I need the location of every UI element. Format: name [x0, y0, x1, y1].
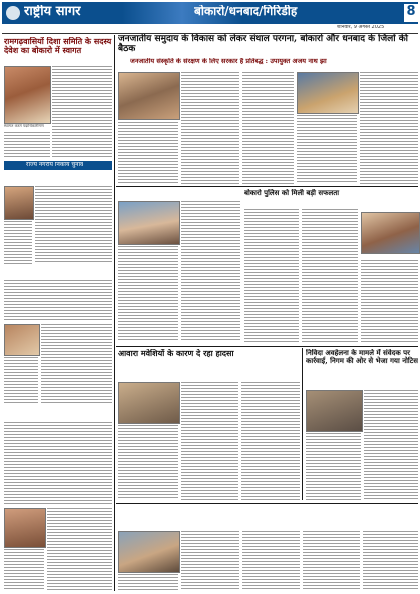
- bottom-body-3: [242, 531, 300, 590]
- section-title: बोकारो/धनबाद/गिरिडीह: [194, 5, 298, 18]
- col2-body-1: [118, 246, 178, 342]
- left-lower-headline: [4, 408, 112, 420]
- main-col5-body: [360, 72, 418, 184]
- right-top-body: [361, 260, 418, 342]
- main-col3-body: [242, 72, 294, 184]
- brand-name: राष्ट्रीय सागर: [24, 5, 81, 19]
- left-mid-body-2: [4, 221, 32, 264]
- horizontal-divider-3: [116, 503, 418, 504]
- masthead-bar: [2, 2, 418, 24]
- bottom-body-4: [303, 531, 360, 590]
- left-story-4-body: [41, 324, 112, 404]
- mid-left-headline: आवारा मवेशियों के कारण दे रहा हादसा: [118, 349, 234, 358]
- col2-block-headline: [118, 189, 240, 199]
- bokaro-police-subhead: [244, 199, 358, 207]
- right-top-headline: [361, 189, 418, 209]
- left-mid-body: [35, 186, 112, 264]
- horizontal-divider-2: [116, 346, 418, 347]
- mid-left-body-2: [181, 382, 238, 500]
- main-subhead: जनजातीय संस्कृति के संरक्षण के लिए सरकार है प्रतिबद्ध : उपायुक्त अजय नाथ झा: [130, 58, 327, 65]
- horizontal-divider-1: [116, 186, 418, 187]
- left-story-3-body: [4, 280, 112, 320]
- main-col4-body: [297, 115, 357, 184]
- left-top-headline: रामगढ़वासियों दिशा समिति के सदस्य देवेश का बोकारो में स्वागत: [4, 37, 112, 56]
- bottom-subhead: [118, 521, 418, 529]
- mid-right-photo: [306, 390, 363, 432]
- left-lower-body: [4, 422, 112, 504]
- mid-right-body-2: [364, 390, 418, 500]
- bottom-body-2: [181, 531, 239, 590]
- bottom-body-5: [363, 531, 418, 590]
- left-story-4-photo: [4, 324, 40, 356]
- left-top-photo: [4, 66, 51, 124]
- mid-left-subhead: [118, 372, 300, 380]
- bottom-headline: [118, 506, 418, 520]
- left-mid-headline: [4, 172, 112, 184]
- issue-date: शनिवार, 9 अगस्त 2025: [337, 25, 385, 30]
- main-headline: जनजातीय समुदाय के विकास को लेकर संथाल परगना, बोकारो और धनबाद के जिलों की बैठक: [118, 34, 408, 55]
- brand-emblem-icon: [6, 6, 20, 20]
- bottom-photo: [118, 531, 180, 573]
- left-story-4-body-2: [4, 357, 38, 404]
- left-story-3-headline: [4, 268, 112, 278]
- left-mid-photo: [4, 186, 34, 220]
- left-bottom-photo: [4, 508, 46, 548]
- column-divider-mid: [302, 348, 303, 500]
- right-top-photo: [361, 212, 420, 254]
- main-col1-body: [118, 122, 178, 184]
- left-bottom-body: [47, 508, 112, 590]
- mid-left-photo: [118, 382, 180, 424]
- group-photo: [118, 201, 180, 245]
- mid-left-body-1: [118, 425, 178, 500]
- left-top-body-2: [4, 132, 50, 158]
- mid-right-headline: निविदा अवहेलना के मामले में संवेदक पर कार्रवाई, निगम की ओर से भेजा गया नोटिस: [306, 349, 418, 366]
- mid-left-body-3: [241, 382, 300, 500]
- bokaro-police-body-1: [244, 209, 299, 342]
- left-section-label: [4, 161, 112, 170]
- column-divider-left: [114, 35, 115, 591]
- left-section-label-text: राज्य नगरीय निकाय चुनाव: [26, 162, 84, 168]
- left-bottom-body-2: [4, 549, 44, 590]
- mid-right-subhead: [306, 380, 418, 388]
- main-right-photo: [297, 72, 359, 114]
- main-photo: [118, 72, 180, 120]
- page-number: 8: [404, 4, 418, 22]
- bottom-body-1: [118, 574, 178, 590]
- col2-body-2: [181, 201, 240, 342]
- left-top-body: [52, 66, 112, 158]
- bokaro-police-headline: बोकारो पुलिस को मिली बड़ी सफलता: [244, 189, 340, 197]
- left-top-caption: स्वागत करते पदाधिकारीगण: [4, 124, 44, 128]
- masthead-subline: [2, 25, 418, 34]
- bokaro-police-body-2: [302, 209, 358, 342]
- mid-right-body-1: [306, 433, 361, 500]
- main-col2-body: [181, 72, 239, 184]
